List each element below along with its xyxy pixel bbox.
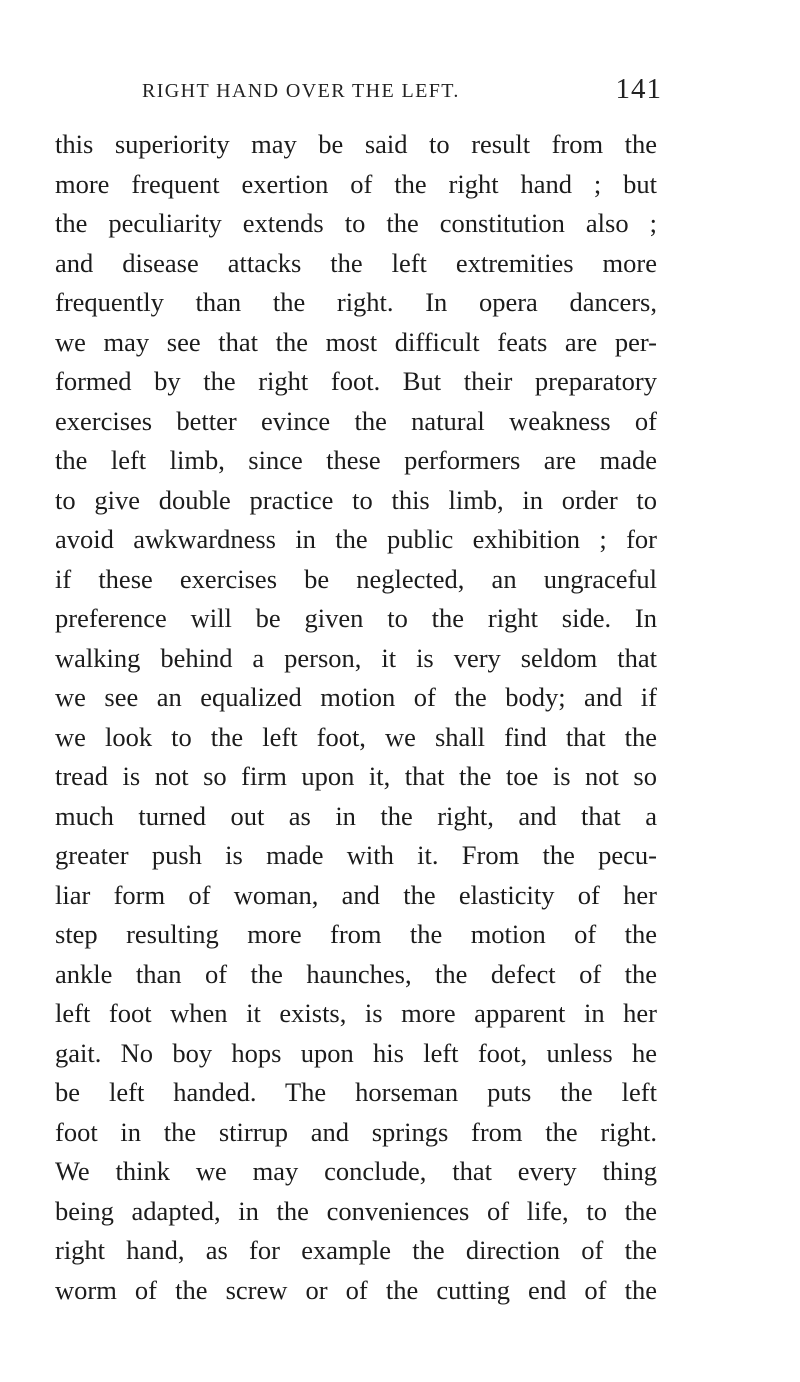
text-line: we look to the left foot, we shall find that the bbox=[55, 721, 657, 752]
text-line: formed by the right foot. But their preparatory bbox=[55, 366, 657, 396]
text-line: being adapted, in the conveniences of life, to the bbox=[55, 1195, 657, 1226]
text-line: foot in the stirrup and springs from the right. bbox=[55, 1116, 657, 1147]
text-line: much turned out as in the right, and that a bbox=[55, 800, 657, 831]
text-line: left foot when it exists, is more apparent in her bbox=[55, 998, 657, 1028]
text-line: we see an equalized motion of the body; and if bbox=[55, 682, 657, 712]
text-line: preference will be given to the right side. In bbox=[55, 603, 657, 633]
text-line: to give double practice to this limb, in order to bbox=[55, 484, 657, 515]
text-line: right hand, as for example the direction of the bbox=[55, 1235, 657, 1265]
running-title: RIGHT HAND OVER THE LEFT. bbox=[142, 80, 460, 102]
text-line: ankle than of the haunches, the defect of the bbox=[55, 958, 657, 989]
body-text bbox=[55, 125, 657, 1310]
text-line: avoid awkwardness in the public exhibition ; for bbox=[55, 524, 657, 554]
text-line: greater push is made with it. From the pecu- bbox=[55, 840, 657, 870]
running-head bbox=[132, 66, 662, 106]
text-line: frequently than the right. In opera dancers, bbox=[55, 287, 657, 317]
text-line: worm of the screw or of the cutting end of the bbox=[55, 1274, 657, 1305]
text-line: gait. No boy hops upon his left foot, unless he bbox=[55, 1037, 657, 1068]
text-line: liar form of woman, and the elasticity of her bbox=[55, 879, 657, 910]
text-line: more frequent exertion of the right hand ; but bbox=[55, 168, 657, 199]
text-line: the peculiarity extends to the constitution also ; bbox=[55, 208, 657, 238]
text-line: if these exercises be neglected, an ungraceful bbox=[55, 563, 657, 594]
text-line: exercises better evince the natural weakness of bbox=[55, 405, 657, 436]
page-number: 141 bbox=[615, 73, 662, 105]
text-line: this superiority may be said to result from the bbox=[55, 129, 657, 159]
text-line: walking behind a person, it is very seldom that bbox=[55, 642, 657, 673]
text-line: We think we may conclude, that every thing bbox=[55, 1156, 657, 1186]
text-line: be left handed. The horseman puts the left bbox=[55, 1077, 657, 1107]
text-line: and disease attacks the left extremities more bbox=[55, 247, 657, 278]
text-line: tread is not so firm upon it, that the toe is not so bbox=[55, 761, 657, 791]
text-line: we may see that the most difficult feats are per- bbox=[55, 326, 657, 357]
text-line: the left limb, since these performers are made bbox=[55, 445, 657, 475]
text-line: step resulting more from the motion of the bbox=[55, 919, 657, 949]
